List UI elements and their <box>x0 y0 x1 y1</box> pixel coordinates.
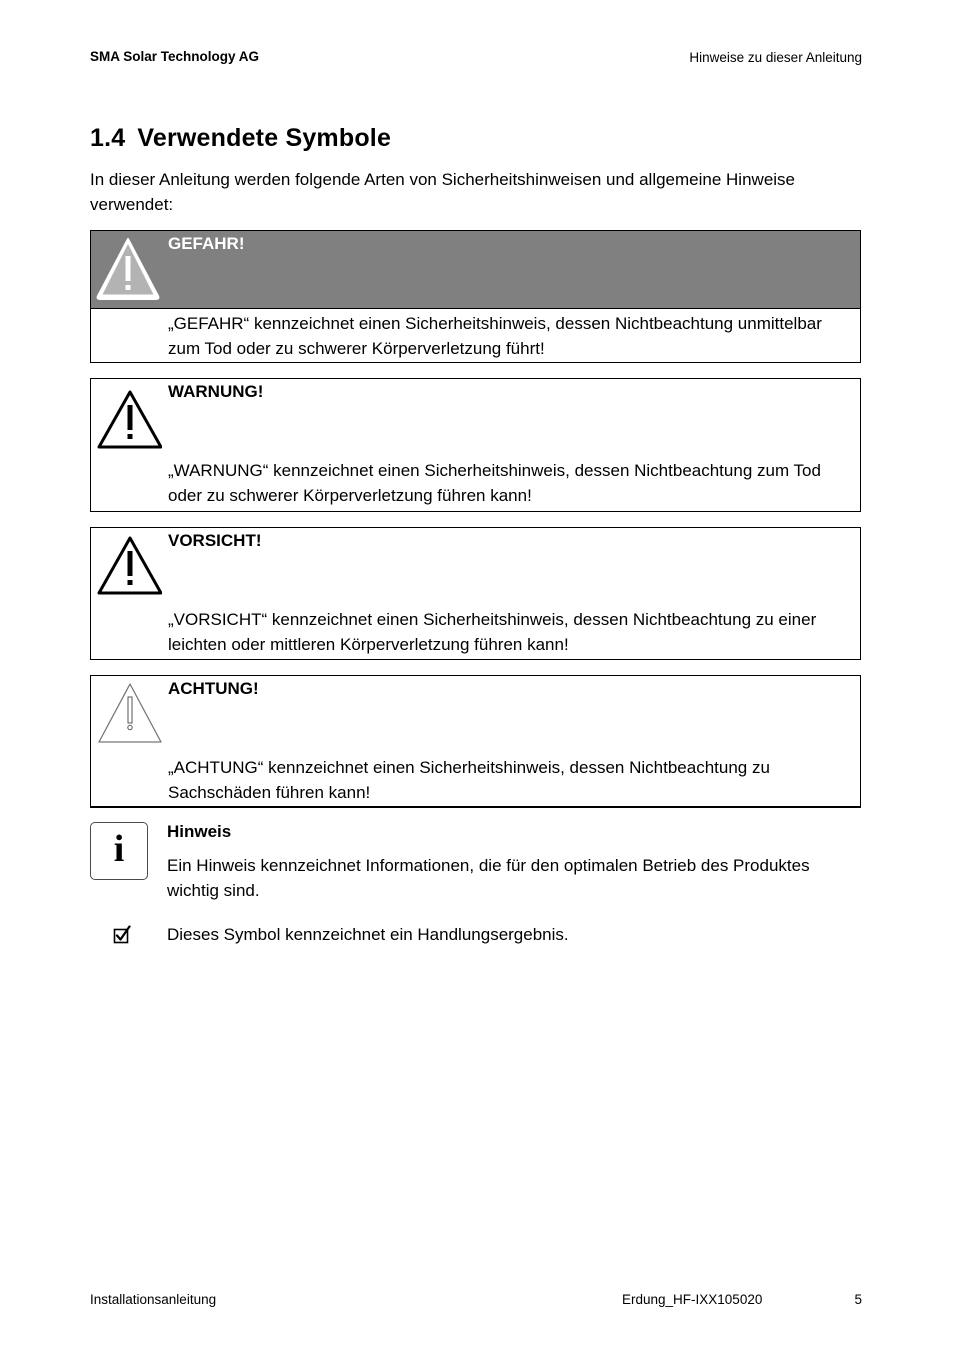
attention-label: ACHTUNG! <box>168 679 259 698</box>
attention-triangle-icon <box>94 679 162 747</box>
footer-doc-id: Erdung_HF-IXX105020 <box>622 1292 763 1307</box>
checkbox-checked-icon <box>113 925 133 945</box>
warning-text: „WARNUNG“ kennzeichnet einen Sicherheitshinweis, dessen Nichtbeachtung zum Tod oder zu schwerer Körperverletzung führen kann! <box>168 461 821 505</box>
section-intro: In dieser Anleitung werden folgende Arten von Sicherheitshinweisen und allgemeine Hinweise verwendet: <box>90 170 796 214</box>
section-title-text: Verwendete Symbole <box>137 124 392 152</box>
warning-notice <box>90 378 861 512</box>
warning-triangle-icon <box>94 234 162 302</box>
warning-label: WARNUNG! <box>168 382 264 401</box>
hint-title: Hinweis <box>167 822 232 841</box>
section-title <box>90 124 391 153</box>
info-icon-glyph: i <box>113 828 125 870</box>
caution-text: „VORSICHT“ kennzeichnet einen Sicherheitshinweis, dessen Nichtbeachtung zu einer leichten oder mittleren Körperverletzung führen kann! <box>168 610 817 654</box>
info-icon <box>90 822 148 880</box>
attention-text: „ACHTUNG“ kennzeichnet einen Sicherheitshinweis, dessen Nichtbeachtung zu Sachschäden führen kann! <box>168 758 770 802</box>
footer-manual-type: Installationsanleitung <box>90 1292 217 1307</box>
section-number: 1.4 <box>90 124 126 152</box>
danger-label: GEFAHR! <box>168 234 245 253</box>
header-company: SMA Solar Technology AG <box>90 49 260 64</box>
attention-notice <box>90 675 861 808</box>
caution-label: VORSICHT! <box>168 531 262 550</box>
warning-triangle-icon <box>94 531 162 599</box>
caution-notice <box>90 527 861 660</box>
footer-page-number: 5 <box>854 1292 862 1307</box>
header-chapter: Hinweise zu dieser Anleitung <box>689 50 862 65</box>
warning-triangle-icon <box>94 382 162 450</box>
danger-notice <box>90 230 861 363</box>
danger-text: „GEFAHR“ kennzeichnet einen Sicherheitshinweis, dessen Nichtbeachtung unmittelbar zum Tod oder zu schwerer Körperverletzung führt! <box>168 314 822 358</box>
result-text: Dieses Symbol kennzeichnet ein Handlungsergebnis. <box>167 925 569 944</box>
hint-text: Ein Hinweis kennzeichnet Informationen, die für den optimalen Betrieb des Produktes wichtig sind. <box>167 856 810 900</box>
